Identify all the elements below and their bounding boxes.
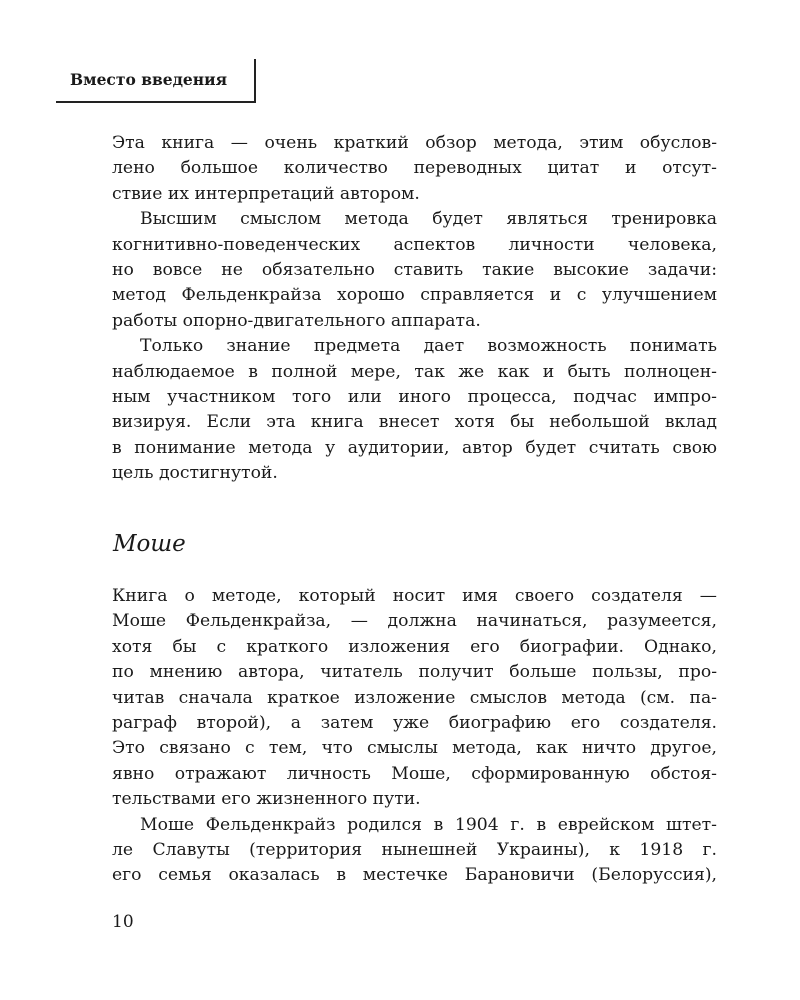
section-heading: Моше — [113, 531, 186, 557]
text-line: по мнению автора, читатель получит больше пользы, про- — [112, 662, 717, 683]
text-line: метод Фельденкрайза хорошо справляется и с улучшением — [112, 285, 717, 306]
text-line: наблюдаемое в полной мере, так же как и быть полноцен- — [112, 361, 717, 382]
text-line: явно отражают личность Моше, сформированную обстоя- — [112, 763, 717, 784]
text-line: Моше Фельденкрайза, — должна начинаться, разумеется, — [112, 611, 717, 632]
text-line: но вовсе не обязательно ставить такие высокие задачи: — [112, 260, 717, 281]
text-line: цель достигнутой. — [112, 463, 278, 484]
page-number: 10 — [112, 912, 134, 932]
text-line: Высшим смыслом метода будет являться тренировка — [140, 209, 717, 230]
section-text-block — [112, 584, 717, 889]
text-line: Книга о методе, который носит имя своего создателя — — [112, 586, 717, 606]
running-head-title: Вместо введения — [70, 70, 228, 89]
text-line: Только знание предмета дает возможность понимать — [140, 336, 717, 357]
running-head-box — [56, 59, 256, 103]
text-line: работы опорно-двигательного аппарата. — [112, 310, 481, 331]
text-line: Это связано с тем, что смыслы метода, как ничто другое, — [112, 738, 717, 759]
text-line: ле Славуты (территория нынешней Украины), к 1918 г. — [112, 840, 717, 861]
text-line: тельствами его жизненного пути. — [112, 789, 421, 810]
text-line: визируя. Если эта книга внесет хотя бы небольшой вклад — [112, 412, 717, 433]
intro-text-block — [112, 131, 717, 487]
text-line: ным участником того или иного процесса, подчас импро- — [112, 387, 717, 408]
text-line: раграф второй), а затем уже биографию его создателя. — [112, 713, 717, 734]
text-line: лено большое количество переводных цитат и отсут- — [112, 158, 717, 179]
text-line: читав сначала краткое изложение смыслов метода (см. па- — [112, 687, 717, 708]
text-line: Эта книга — очень краткий обзор метода, этим обуслов- — [112, 133, 717, 153]
text-line: когнитивно-поведенческих аспектов личности человека, — [112, 234, 717, 255]
text-line: в понимание метода у аудитории, автор будет считать свою — [112, 437, 717, 458]
text-line: Моше Фельденкрайз родился в 1904 г. в еврейском штет- — [140, 814, 717, 835]
text-line: хотя бы с краткого изложения его биографии. Однако, — [112, 636, 717, 657]
text-line: ствие их интерпретаций автором. — [112, 183, 420, 204]
text-line: его семья оказалась в местечке Барановичи (Белоруссия), — [112, 865, 717, 886]
